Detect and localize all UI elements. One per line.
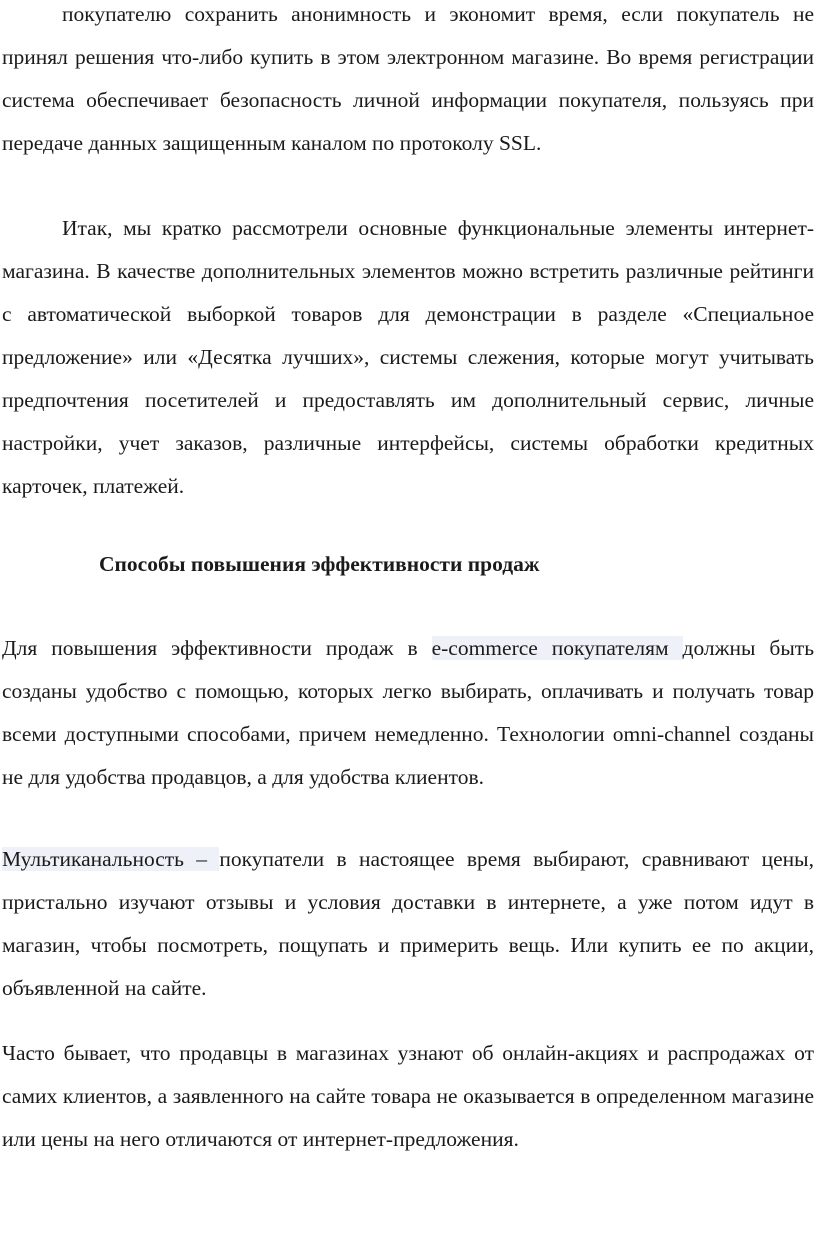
paragraph-additional-elements: Итак, мы кратко рассмотрели основные функциональные элементы интернет-магазина. В качестве дополнительных элементов можно встретить различные рейтинги с автоматической выборкой товаров для демонстрации в разделе «Специальное предложение» или «Десятка лучших», системы слежения, которые могут учитывать предпочтения посетителей и предоставлять им дополнительный сервис, личные настройки, учет заказов, различные интерфейсы, системы обработки кредитных карточек, платежей.	[2, 216, 814, 498]
paragraph-multichannel	[2, 838, 814, 1010]
highlighted-term: e-commerce покупателям	[431, 636, 683, 660]
paragraph-text: должны быть созданы удобство с помощью, которых легко выбирать, оплачивать и получать товар всеми доступными способами, причем немедленно. Технологии omni-channel созданы не для удобства продавцов, а для удобства клиентов.	[2, 636, 815, 789]
paragraph-ssl-registration: покупателю сохранить анонимность и экономит время, если покупатель не принял решения что-либо купить в этом электронном магазине. Во время регистрации система обеспечивает безопасность личной информации покупателя, пользуясь при передаче данных защищенным каналом по протоколу SSL.	[2, 2, 814, 155]
paragraph-sales-efficiency	[2, 627, 814, 799]
section-heading: Способы повышения эффективности продаж	[99, 552, 540, 576]
paragraph-text: Для повышения эффективности продаж в	[2, 636, 432, 660]
highlighted-term: Мультиканальность –	[2, 847, 220, 871]
paragraph-online-promotions: Часто бывает, что продавцы в магазинах узнают об онлайн-акциях и распродажах от самих клиентов, а заявленного на сайте товара не оказывается в определенном магазине или цены на него отличаются от интернет-предложения.	[2, 1041, 814, 1151]
paragraph-text: покупатели в настоящее время выбирают, сравнивают цены, пристально изучают отзывы и условия доставки в интернете, а уже потом идут в магазин, чтобы посмотреть, пощупать и примерить вещь. Или купить ее по акции, объявленной на сайте.	[2, 847, 814, 1000]
